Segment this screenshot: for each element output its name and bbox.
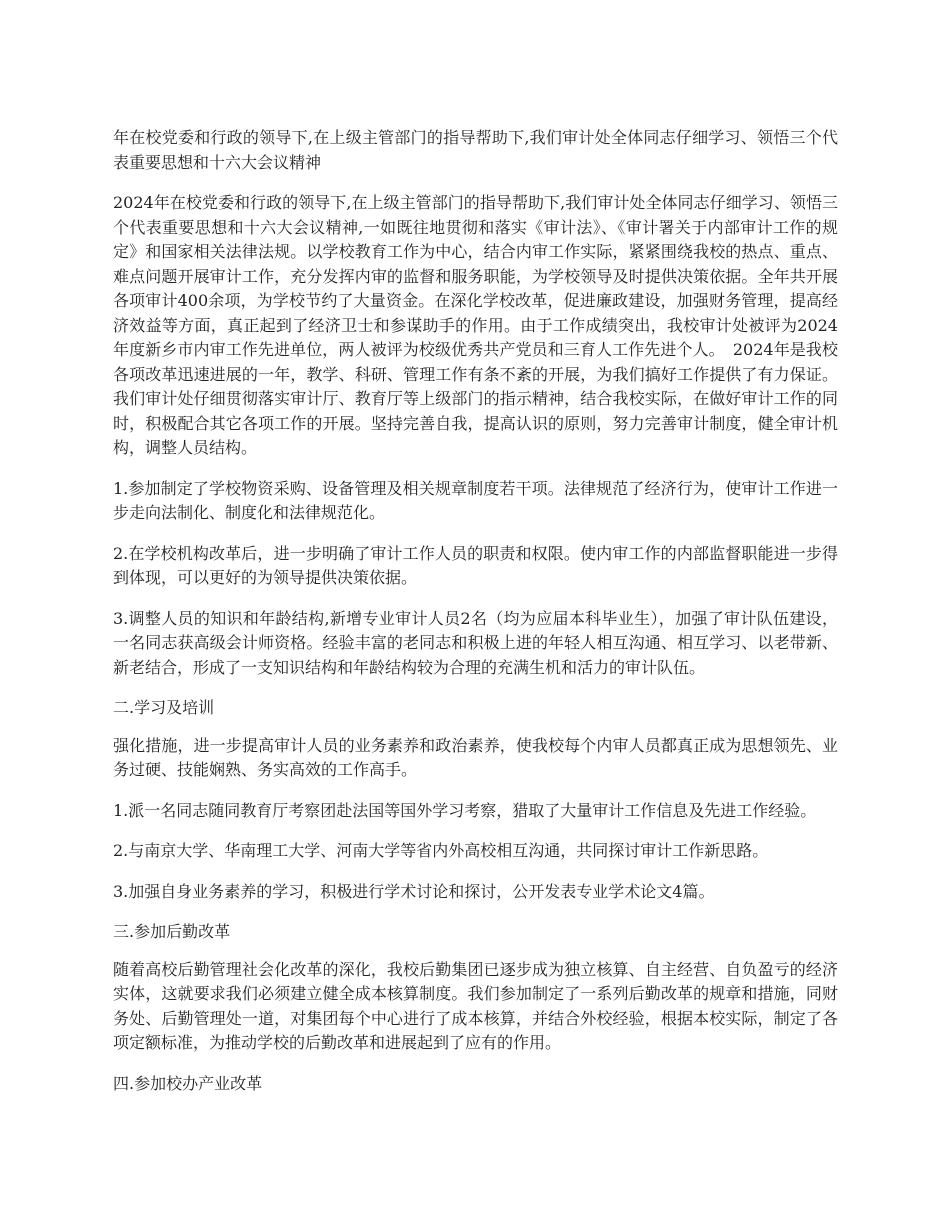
list-item: 3.加强自身业务素养的学习，积极进行学术讨论和探讨，公开发表专业学术论文4篇。 — [113, 881, 715, 901]
list-item: 1.参加制定了学校物资采购、设备管理及相关规章制度若干项。法律规范了经济行为，使审计工作进一步走向法制化、制度化和法律规范化。 — [113, 478, 838, 522]
document-page — [113, 126, 838, 1109]
document-title: 年在校党委和行政的领导下,在上级主管部门的指导帮助下,我们审计处全体同志仔细学习、领悟三个代表重要思想和十六大会议精神 — [113, 128, 838, 172]
section-heading-industry: 四.参加校办产业改革 — [113, 1073, 263, 1093]
study-intro-paragraph: 强化措施，进一步提高审计人员的业务素养和政治素养，使我校每个内审人员都真正成为思想领先、业务过硬、技能娴熟、务实高效的工作高手。 — [113, 735, 838, 779]
intro-paragraph: 2024年在校党委和行政的领导下,在上级主管部门的指导帮助下,我们审计处全体同志仔细学习、领悟三个代表重要思想和十六大会议精神,一如既往地贯彻和落实《审计法》、《审计署关于内部审计工作的规定》和国家相关法律法规。以学校教育工作为中心，结合内审工作实际，紧紧围绕我校的热点、重点、难点问题开展审计工作，充分发挥内审的监督和服务职能，为学校领导及时提供决策依据。全年共开展各项审计400余项，为学校节约了大量资金。在深化学校改革，促进廉政建设，加强财务管理，提高经济效益等方面，真正起到了经济卫士和参谋助手的作用。由于工作成绩突出，我校审计处被评为2024年度新乡市内审工作先进单位，两人被评为校级优秀共产党员和三育人工作先进个人。 2024年是我校各项改革迅速进展的一年，教学、科研、管理工作有条不紊的开展，为我们搞好工作提供了有力保证。我们审计处仔细贯彻落实审计厅、教育厅等上级部门的指示精神，结合我校实际，在做好审计工作的同时，积极配合其它各项工作的开展。坚持完善自我，提高认识的原则，努力完善审计制度，健全审计机构，调整人员结构。 — [113, 193, 838, 457]
list-item: 3.调整人员的知识和年龄结构,新增专业审计人员2名（均为应届本科毕业生），加强了审计队伍建设，一名同志获高级会计师资格。经验丰富的老同志和积极上进的年轻人相互沟通、相互学习、以老带新、新老结合，形成了一支知识结构和年龄结构较为合理的充满生机和活力的审计队伍。 — [113, 608, 838, 677]
logistics-paragraph: 随着高校后勤管理社会化改革的深化，我校后勤集团已逐步成为独立核算、自主经营、自负盈亏的经济实体，这就要求我们必须建立健全成本核算制度。我们参加制定了一系列后勤改革的规章和措施，同财务处、后勤管理处一道，对集团每个中心进行了成本核算，并结合外校经验，根据本校实际，制定了各项定额标准，为推动学校的后勤改革和进展起到了应有的作用。 — [113, 959, 838, 1052]
list-item: 2.与南京大学、华南理工大学、河南大学等省内外高校相互沟通，共同探讨审计工作新思路。 — [113, 841, 769, 860]
list-item: 1.派一名同志随同教育厅考察团赴法国等国外学习考察，猎取了大量审计工作信息及先进工作经验。 — [113, 800, 817, 820]
section-heading-logistics: 三.参加后勤改革 — [113, 922, 231, 941]
list-item: 2.在学校机构改革后，进一步明确了审计工作人员的职责和权限。使内审工作的内部监督职能进一步得到体现，可以更好的为领导提供决策依据。 — [113, 543, 838, 587]
section-heading-study: 二.学习及培训 — [113, 698, 215, 717]
